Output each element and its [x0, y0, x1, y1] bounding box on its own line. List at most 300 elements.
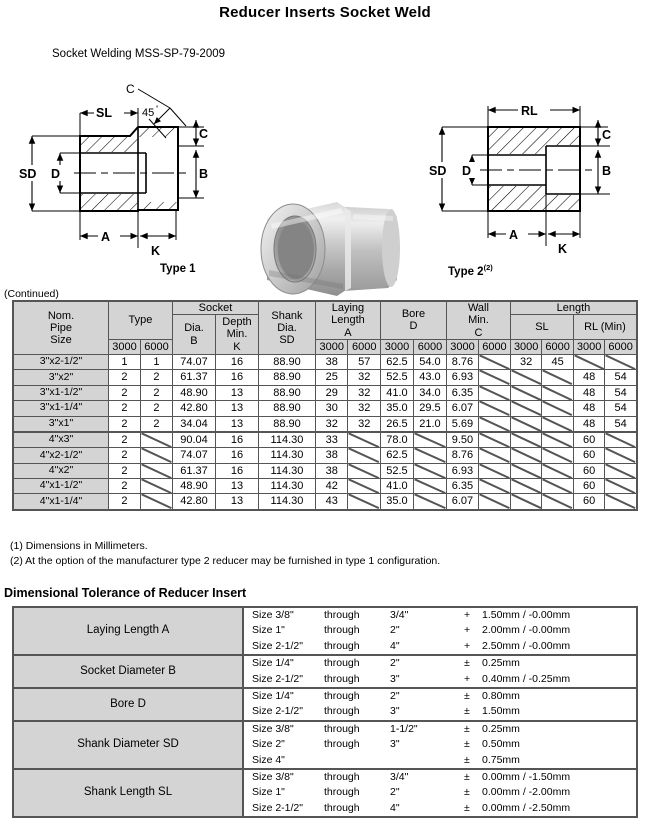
sl6000-empty: [542, 401, 573, 416]
table-row[interactable]: [13, 463, 637, 478]
tolerance-size-to: 2": [390, 688, 464, 704]
tolerance-value: 0.00mm / -1.50mm: [480, 769, 637, 785]
depth_k: 16: [215, 448, 258, 463]
a6000-empty: [348, 494, 381, 510]
footnotes: [10, 539, 440, 569]
tolerance-size-from: Size 3/8": [243, 721, 324, 737]
a-class-3000: 3000: [315, 339, 348, 354]
a3000: 38: [315, 463, 348, 478]
tolerance-sign: ±: [464, 786, 470, 799]
c3000: 8.76: [446, 448, 478, 463]
type6000-empty: [140, 448, 172, 463]
sl3000-empty: [510, 463, 541, 478]
d3000: 62.5: [380, 448, 413, 463]
socket-dia-line-2: B: [190, 334, 198, 347]
nom-pipe-size-cell: 4"x2-1/2": [13, 448, 109, 463]
tolerance-value: 0.00mm / -2.50mm: [480, 801, 637, 817]
svg-text:C: C: [602, 128, 612, 142]
c3000: 8.76: [446, 354, 478, 369]
standard-reference: Socket Welding MSS-SP-79-2009: [52, 48, 226, 60]
type3000: 2: [109, 432, 141, 448]
rl6000-empty: [605, 448, 637, 463]
sl6000-empty: [542, 463, 573, 478]
col-shank-dia-sd: [258, 301, 315, 354]
svg-text:SD: SD: [19, 167, 37, 181]
nom-pipe-size-cell: 3"x2": [13, 370, 109, 385]
d3000: 26.5: [380, 416, 413, 432]
c6000-empty: [478, 370, 510, 385]
dia_b: 90.04: [172, 432, 215, 448]
tolerance-size-to: 1-1/2": [390, 721, 464, 737]
tolerance-value: 2.50mm / -0.00mm: [480, 639, 637, 655]
rl3000: 60: [573, 463, 604, 478]
tolerance-sign: +: [464, 607, 480, 623]
d6000-empty: [413, 494, 446, 510]
rl6000-empty: [605, 432, 637, 448]
svg-text:B: B: [602, 164, 612, 178]
tolerance-size-from: Size 3/8": [243, 769, 324, 785]
dimensions-table-head: [13, 301, 637, 354]
dia_b: 61.37: [172, 370, 215, 385]
bore-line-1: Bore: [401, 308, 426, 321]
depth_k: 13: [215, 479, 258, 494]
nom-pipe-size-cell: 4"x2": [13, 463, 109, 478]
rl6000: 54: [605, 385, 637, 400]
dimensions-table: [12, 300, 638, 511]
type3000: 2: [109, 448, 141, 463]
rl3000: 48: [573, 370, 604, 385]
shank-line-2: Dia.: [277, 321, 297, 334]
shank_sd: 88.90: [258, 354, 315, 369]
footnote-2: (2) At the option of the manufacturer type 2 reducer may be furnished in type 1 configuration.: [10, 554, 441, 567]
sl6000: 45: [542, 354, 573, 369]
type3000: 2: [109, 385, 141, 400]
type-class-3000: 3000: [109, 339, 141, 354]
depth_k: 13: [215, 416, 258, 432]
svg-text:C: C: [199, 127, 209, 141]
a3000: 32: [315, 416, 348, 432]
c3000: 6.93: [446, 463, 478, 478]
svg-text:B: B: [199, 167, 209, 181]
svg-text:SD: SD: [429, 164, 447, 178]
a3000: 38: [315, 448, 348, 463]
d6000: 54.0: [413, 354, 446, 369]
d3000: 78.0: [380, 432, 413, 448]
nom-pipe-size-cell: 3"x2-1/2": [13, 354, 109, 369]
depth_k: 16: [215, 370, 258, 385]
shank_sd: 114.30: [258, 432, 315, 448]
c6000-empty: [478, 479, 510, 494]
svg-text:K: K: [151, 244, 161, 258]
shank_sd: 114.30: [258, 463, 315, 478]
wall-line-3: C: [474, 326, 483, 339]
sl3000-empty: [510, 479, 541, 494]
rl6000-empty: [605, 354, 637, 369]
nom-line-2: Pipe: [49, 321, 73, 334]
tolerance-size-from: Size 4": [243, 753, 324, 769]
page-title: Reducer Inserts Socket Weld: [219, 4, 431, 21]
rl3000: 60: [573, 448, 604, 463]
d3000: 35.0: [380, 401, 413, 416]
tolerance-through: through: [324, 704, 390, 720]
d6000-empty: [413, 463, 446, 478]
tolerance-size-from: Size 2": [243, 737, 324, 752]
tolerance-size-to: 2": [390, 624, 400, 637]
tolerance-size-from: Size 2-1/2": [243, 801, 324, 817]
tolerance-sign: ±: [464, 655, 480, 671]
sl3000-empty: [510, 416, 541, 432]
footnote-1: (1) Dimensions in Millimeters.: [10, 540, 148, 552]
d6000-empty: [413, 448, 446, 463]
c3000: 6.35: [446, 385, 478, 400]
a6000: 32: [348, 370, 381, 385]
tolerance-row: [13, 769, 637, 785]
svg-text:D: D: [51, 167, 61, 181]
d6000: 21.0: [413, 416, 446, 432]
type2-footnote-marker: (2): [483, 263, 493, 272]
c6000-empty: [478, 432, 510, 448]
tolerance-sign: ±: [464, 738, 470, 751]
rl3000: 48: [573, 416, 604, 432]
tolerance-category: Shank Length SL: [13, 769, 243, 817]
tolerance-table-body: [13, 607, 637, 817]
type2-drawing: [418, 80, 638, 265]
sl6000-empty: [542, 385, 573, 400]
svg-text:˚: ˚: [156, 105, 159, 114]
table-row[interactable]: [13, 448, 637, 463]
shank_sd: 88.90: [258, 416, 315, 432]
sl6000-empty: [542, 370, 573, 385]
type1-caption: [160, 263, 196, 275]
col-socket-depth-k: [215, 315, 258, 355]
c6000-empty: [478, 494, 510, 510]
type-class-6000: 6000: [140, 339, 172, 354]
laying-line-2: Length: [331, 314, 365, 327]
sl3000-empty: [510, 432, 541, 448]
sl6000-empty: [542, 416, 573, 432]
a3000: 33: [315, 432, 348, 448]
c-class-6000: 6000: [478, 339, 510, 354]
tolerance-size-from: Size 1": [243, 623, 324, 638]
type1-drawing: [18, 80, 248, 265]
dia_b: 61.37: [172, 463, 215, 478]
bore-line-2: D: [409, 320, 418, 333]
type6000-empty: [140, 494, 172, 510]
d-class-3000: 3000: [380, 339, 413, 354]
a6000-empty: [348, 432, 381, 448]
nom-line-3: Size: [50, 334, 72, 347]
type6000: 2: [140, 416, 172, 432]
tolerance-size-from: Size 1/4": [243, 688, 324, 704]
d6000: 29.5: [413, 401, 446, 416]
tolerance-through: through: [324, 801, 390, 817]
tolerance-size-from: Size 2-1/2": [243, 672, 324, 688]
rl3000-empty: [573, 354, 604, 369]
rl3000: 60: [573, 479, 604, 494]
tolerance-sign: +: [464, 624, 471, 637]
a6000: 32: [348, 401, 381, 416]
rl6000: 54: [605, 416, 637, 432]
tolerance-sign: ±: [464, 801, 480, 817]
table-row[interactable]: [13, 370, 637, 385]
nom-pipe-size-cell: 3"x1-1/4": [13, 401, 109, 416]
dia_b: 34.04: [172, 416, 215, 432]
dimensions-table-body: [13, 354, 637, 509]
shank_sd: 88.90: [258, 385, 315, 400]
a6000-empty: [348, 463, 381, 478]
tolerance-row: [13, 655, 637, 671]
type6000-empty: [140, 463, 172, 478]
dia_b: 42.80: [172, 494, 215, 510]
c3000: 6.93: [446, 370, 478, 385]
tolerance-through: through: [324, 721, 390, 737]
c3000: 5.69: [446, 416, 478, 432]
svg-text:A: A: [101, 230, 111, 244]
nom-pipe-size-cell: 3"x1-1/2": [13, 385, 109, 400]
nom-pipe-size-cell: 4"x1-1/2": [13, 479, 109, 494]
shank-line-3: SD: [279, 334, 295, 347]
table-row[interactable]: [13, 385, 637, 400]
svg-text:A: A: [509, 228, 519, 242]
depth_k: 16: [215, 432, 258, 448]
sl3000-empty: [510, 448, 541, 463]
tolerance-through: through: [324, 738, 360, 751]
depth_k: 16: [215, 463, 258, 478]
d3000: 35.0: [380, 494, 413, 510]
d3000: 52.5: [380, 370, 413, 385]
svg-text:SL: SL: [96, 106, 112, 120]
c6000-empty: [478, 463, 510, 478]
a3000: 25: [315, 370, 348, 385]
d6000-empty: [413, 479, 446, 494]
dia_b: 74.07: [172, 354, 215, 369]
dia_b: 48.90: [172, 385, 215, 400]
tolerance-size-to: 3": [390, 738, 400, 751]
d3000: 41.0: [380, 385, 413, 400]
depth_k: 13: [215, 494, 258, 510]
type3000: 2: [109, 494, 141, 510]
socket-dia-line-1: Dia.: [184, 322, 204, 335]
tolerance-category: Laying Length A: [13, 607, 243, 655]
type6000: 2: [140, 385, 172, 400]
a6000: 57: [348, 354, 381, 369]
d6000-empty: [413, 432, 446, 448]
a3000: 42: [315, 479, 348, 494]
tolerance-size-from: Size 3/8": [243, 607, 324, 623]
table-row[interactable]: [13, 479, 637, 494]
a6000-empty: [348, 448, 381, 463]
svg-text:45: 45: [142, 107, 155, 119]
dia_b: 42.80: [172, 401, 215, 416]
depth_k: 13: [215, 385, 258, 400]
d3000: 52.5: [380, 463, 413, 478]
c6000-empty: [478, 401, 510, 416]
tolerance-value: 0.00mm / -2.00mm: [482, 786, 571, 799]
tolerance-value: 0.25mm: [480, 721, 637, 737]
tolerance-sign: ±: [464, 769, 480, 785]
sl6000-empty: [542, 432, 573, 448]
tolerance-value: 0.80mm: [480, 688, 637, 704]
tolerance-category: Shank Diameter SD: [13, 721, 243, 769]
wall-line-2: Min.: [468, 314, 489, 327]
shank-line-1: Shank: [271, 309, 303, 322]
type2-caption: [448, 263, 493, 278]
laying-line-1: Laying: [331, 302, 365, 314]
tolerance-title: Dimensional Tolerance of Reducer Insert: [4, 586, 247, 600]
rl3000: 60: [573, 432, 604, 448]
col-length-sl: SL: [510, 315, 573, 340]
dia_b: 74.07: [172, 448, 215, 463]
header-row-1: [13, 301, 637, 315]
shank_sd: 88.90: [258, 401, 315, 416]
tolerance-through: through: [324, 786, 360, 799]
tolerance-through: through: [324, 688, 390, 704]
sl3000-empty: [510, 401, 541, 416]
table-row[interactable]: [13, 494, 637, 510]
svg-text:C: C: [126, 82, 135, 96]
tolerance-value: 0.25mm: [480, 655, 637, 671]
tolerance-size-from: Size 1/4": [243, 655, 324, 671]
shank_sd: 114.30: [258, 479, 315, 494]
tolerance-size-to: 4": [390, 639, 464, 655]
type6000-empty: [140, 432, 172, 448]
d-class-6000: 6000: [413, 339, 446, 354]
col-wall-min-c: [446, 301, 510, 339]
tolerance-sign: ±: [464, 753, 480, 769]
tolerance-row: [13, 721, 637, 737]
tolerance-sign: ±: [464, 721, 480, 737]
rl6000-empty: [605, 479, 637, 494]
type3000: 2: [109, 479, 141, 494]
rl-class-3000: 3000: [573, 339, 604, 354]
tolerance-row: [13, 607, 637, 623]
nom-pipe-size-cell: 4"x1-1/4": [13, 494, 109, 510]
nom-line-1: Nom.: [47, 309, 75, 322]
diagram-row: [0, 80, 650, 285]
col-laying-length-a: [315, 301, 380, 339]
shank_sd: 114.30: [258, 448, 315, 463]
table-row[interactable]: [13, 401, 637, 416]
rl6000: 54: [605, 401, 637, 416]
col-nom-pipe-size: [13, 301, 109, 354]
col-socket: Socket: [172, 301, 258, 315]
type2-caption-text: Type 2: [448, 265, 484, 278]
sl-class-3000: 3000: [510, 339, 541, 354]
tolerance-size-to: [390, 753, 464, 769]
d6000: 43.0: [413, 370, 446, 385]
shank_sd: 88.90: [258, 370, 315, 385]
rl3000: 48: [573, 385, 604, 400]
svg-text:K: K: [558, 242, 568, 256]
type6000-empty: [140, 479, 172, 494]
wall-line-1: Wall: [467, 302, 489, 314]
a3000: 38: [315, 354, 348, 369]
tolerance-table: [12, 606, 638, 818]
c6000-empty: [478, 416, 510, 432]
c3000: 6.35: [446, 479, 478, 494]
tolerance-value: 0.50mm: [482, 738, 520, 751]
tolerance-through: through: [324, 769, 390, 785]
socket-depth-line-1: Depth: [222, 316, 252, 329]
table-row[interactable]: [13, 354, 637, 369]
tolerance-value: 1.50mm / -0.00mm: [480, 607, 637, 623]
type6000: 1: [140, 354, 172, 369]
tolerance-sign: +: [464, 639, 480, 655]
type1-caption-text: Type 1: [160, 263, 196, 275]
continued-label: (Continued): [4, 288, 59, 300]
tolerance-through: [324, 753, 390, 769]
sl3000-empty: [510, 370, 541, 385]
laying-line-3: A: [344, 326, 352, 339]
dia_b: 48.90: [172, 479, 215, 494]
svg-text:RL: RL: [521, 104, 538, 118]
tolerance-sign: ±: [464, 704, 480, 720]
sl6000-empty: [542, 494, 573, 510]
tolerance-size-to: 4": [390, 801, 464, 817]
col-socket-dia-b: [172, 315, 215, 355]
col-length: Length: [510, 301, 637, 315]
sl3000-empty: [510, 385, 541, 400]
rl-class-6000: 6000: [605, 339, 637, 354]
type6000: 2: [140, 370, 172, 385]
tolerance-size-to: 3/4": [390, 769, 464, 785]
rl3000: 60: [573, 494, 604, 510]
type3000: 2: [109, 401, 141, 416]
a3000: 29: [315, 385, 348, 400]
tolerance-value: 0.40mm / -0.25mm: [480, 672, 637, 688]
type3000: 2: [109, 416, 141, 432]
rl6000-empty: [605, 463, 637, 478]
tolerance-size-from: Size 2-1/2": [243, 639, 324, 655]
c-class-3000: 3000: [446, 339, 478, 354]
tolerance-size-from: Size 2-1/2": [243, 704, 324, 720]
tolerance-sign: ±: [464, 688, 480, 704]
tolerance-value: 0.75mm: [480, 753, 637, 769]
type3000: 1: [109, 354, 141, 369]
table-row[interactable]: [13, 416, 637, 432]
tolerance-size-from: Size 1": [243, 785, 324, 800]
tolerance-through: through: [324, 639, 390, 655]
c6000-empty: [478, 385, 510, 400]
socket-depth-line-2: Min.: [226, 328, 248, 341]
tolerance-value: 2.00mm / -0.00mm: [482, 624, 571, 637]
col-bore-d: [380, 301, 446, 339]
nom-pipe-size-cell: 4"x3": [13, 432, 109, 448]
depth_k: 13: [215, 401, 258, 416]
d3000: 41.0: [380, 479, 413, 494]
sl3000-empty: [510, 494, 541, 510]
sl-class-6000: 6000: [542, 339, 573, 354]
rl6000-empty: [605, 494, 637, 510]
c3000: 6.07: [446, 401, 478, 416]
tolerance-size-to: 3": [390, 704, 464, 720]
tolerance-category: Socket Diameter B: [13, 655, 243, 688]
shank_sd: 114.30: [258, 494, 315, 510]
tolerance-size-to: 2": [390, 786, 400, 799]
sl3000: 32: [510, 354, 541, 369]
a3000: 43: [315, 494, 348, 510]
tolerance-size-to: 2": [390, 655, 464, 671]
type6000: 2: [140, 401, 172, 416]
table-row[interactable]: [13, 432, 637, 448]
tolerance-size-to: 3/4": [390, 607, 464, 623]
c3000: 6.07: [446, 494, 478, 510]
c6000-empty: [478, 448, 510, 463]
tolerance-through: through: [324, 624, 360, 637]
socket-depth-line-3: K: [233, 340, 241, 353]
tolerance-through: through: [324, 672, 390, 688]
sl6000-empty: [542, 448, 573, 463]
